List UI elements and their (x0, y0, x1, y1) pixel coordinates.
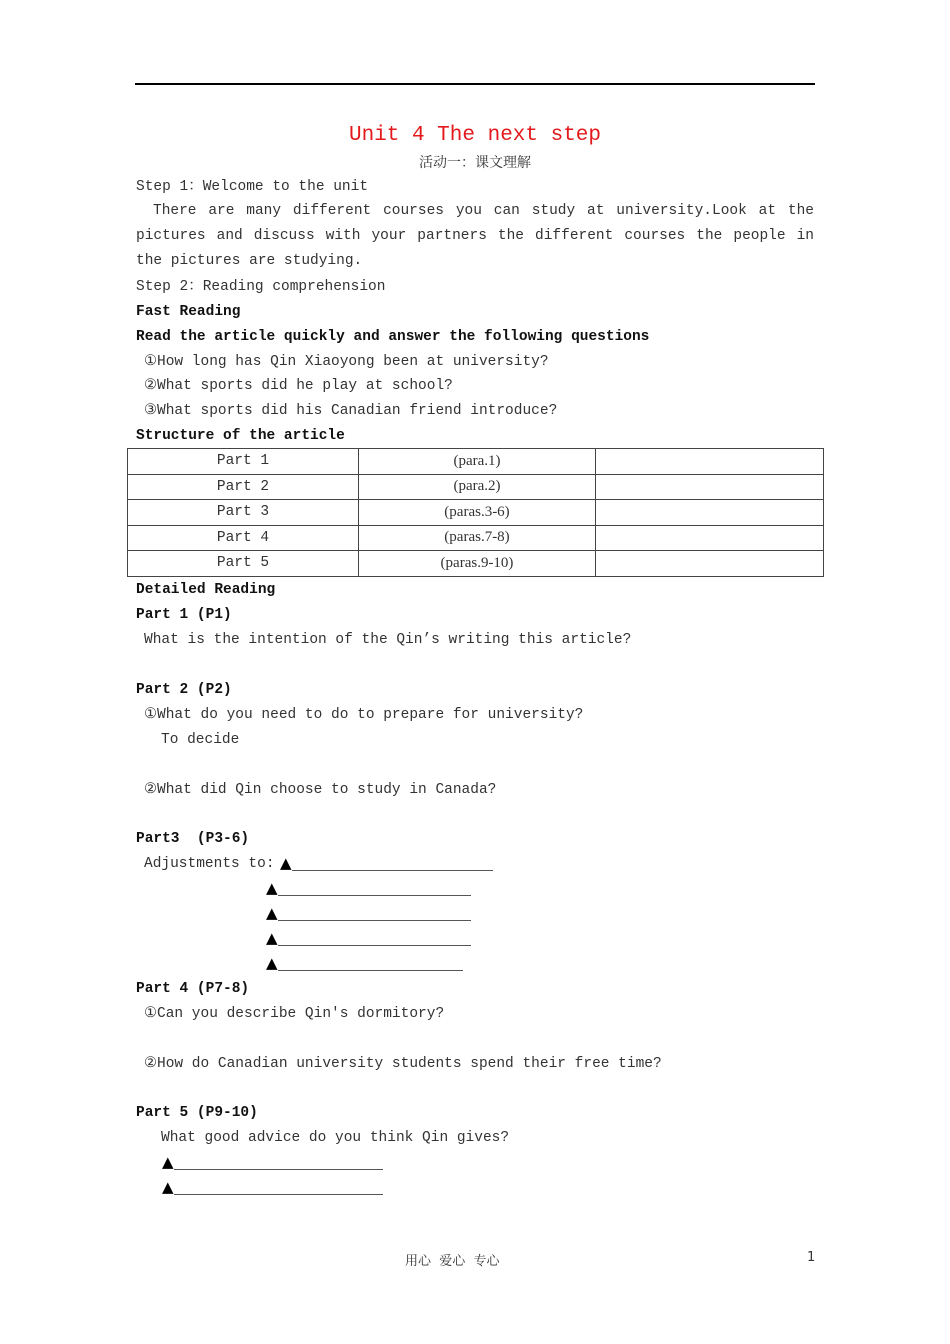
part2-heading: Part 2 (P2) (136, 682, 232, 698)
triangle-bullet-icon: ▲ (162, 1153, 174, 1171)
adjustments-label: Adjustments to: (144, 856, 275, 872)
part4-heading: Part 4 (P7-8) (136, 981, 250, 997)
structure-table (127, 448, 824, 577)
adjustment-blank-row (280, 855, 493, 871)
part1-question: What is the intention of the Qin’s writing this article? (144, 632, 632, 648)
part2-question-2: ②What did Qin choose to study in Canada? (144, 782, 497, 798)
part3-heading: Part3 (P3-6) (136, 831, 250, 847)
answer-blank[interactable] (278, 956, 463, 971)
part2-answer-prompt: To decide (161, 732, 240, 748)
fast-question-3: ③What sports did his Canadian friend introduce? (144, 403, 558, 419)
answer-blank[interactable] (174, 1180, 383, 1195)
part-cell: Part 5 (128, 551, 359, 577)
header-rule (135, 83, 815, 85)
answer-blank[interactable] (292, 856, 493, 871)
part-cell: Part 1 (128, 449, 359, 475)
paras-cell: (para.2) (359, 474, 596, 500)
part5-question: What good advice do you think Qin gives? (161, 1130, 510, 1146)
answer-cell[interactable] (596, 474, 824, 500)
triangle-bullet-icon: ▲ (162, 1178, 174, 1196)
part1-heading: Part 1 (P1) (136, 607, 232, 623)
fast-question-2: ②What sports did he play at school? (144, 378, 453, 394)
table-row (128, 525, 824, 551)
answer-cell[interactable] (596, 449, 824, 475)
triangle-bullet-icon: ▲ (266, 879, 278, 897)
step1-heading: Step 1：Welcome to the unit (136, 179, 369, 195)
triangle-bullet-icon: ▲ (266, 904, 278, 922)
structure-heading: Structure of the article (136, 428, 345, 444)
step1-text: There are many different courses you can study at university.Look at the pictures and discuss with your partners the different courses the people in the pictures are studying. (136, 203, 814, 269)
part-cell: Part 3 (128, 500, 359, 526)
answer-blank[interactable] (174, 1155, 383, 1170)
advice-blank-row (162, 1179, 383, 1195)
adjustment-blank-row (266, 880, 471, 896)
fast-question-1: ①How long has Qin Xiaoyong been at university? (144, 354, 549, 370)
fast-reading-heading: Fast Reading (136, 304, 241, 320)
paras-cell: (para.1) (359, 449, 596, 475)
advice-blank-row (162, 1154, 383, 1170)
answer-cell[interactable] (596, 500, 824, 526)
table-row (128, 500, 824, 526)
answer-cell[interactable] (596, 551, 824, 577)
adjustment-blank-row (266, 930, 471, 946)
table-row (128, 551, 824, 577)
page-number: 1 (807, 1250, 816, 1265)
fast-reading-instruction: Read the article quickly and answer the following questions (136, 329, 650, 345)
adjustment-blank-row (266, 955, 463, 971)
paras-cell: (paras.3-6) (359, 500, 596, 526)
part4-question-1: ①Can you describe Qin's dormitory? (144, 1006, 445, 1022)
part-cell: Part 2 (128, 474, 359, 500)
triangle-bullet-icon: ▲ (280, 854, 292, 872)
answer-blank[interactable] (278, 906, 471, 921)
part4-question-2: ②How do Canadian university students spend their free time? (144, 1056, 662, 1072)
footer-motto: 用心 爱心 专心 (405, 1254, 500, 1269)
detailed-reading-heading: Detailed Reading (136, 582, 276, 598)
answer-cell[interactable] (596, 525, 824, 551)
part5-heading: Part 5 (P9-10) (136, 1105, 258, 1121)
paras-cell: (paras.7-8) (359, 525, 596, 551)
step2-heading: Step 2：Reading comprehension (136, 279, 386, 295)
triangle-bullet-icon: ▲ (266, 929, 278, 947)
part-cell: Part 4 (128, 525, 359, 551)
activity-subtitle: 活动一：课文理解 (419, 155, 531, 171)
table-row (128, 449, 824, 475)
table-row (128, 474, 824, 500)
answer-blank[interactable] (278, 881, 471, 896)
triangle-bullet-icon: ▲ (266, 954, 278, 972)
page-title: Unit 4 The next step (348, 124, 602, 147)
part2-question-1: ①What do you need to do to prepare for university? (144, 707, 584, 723)
paras-cell: (paras.9-10) (359, 551, 596, 577)
adjustment-blank-row (266, 905, 471, 921)
answer-blank[interactable] (278, 931, 471, 946)
